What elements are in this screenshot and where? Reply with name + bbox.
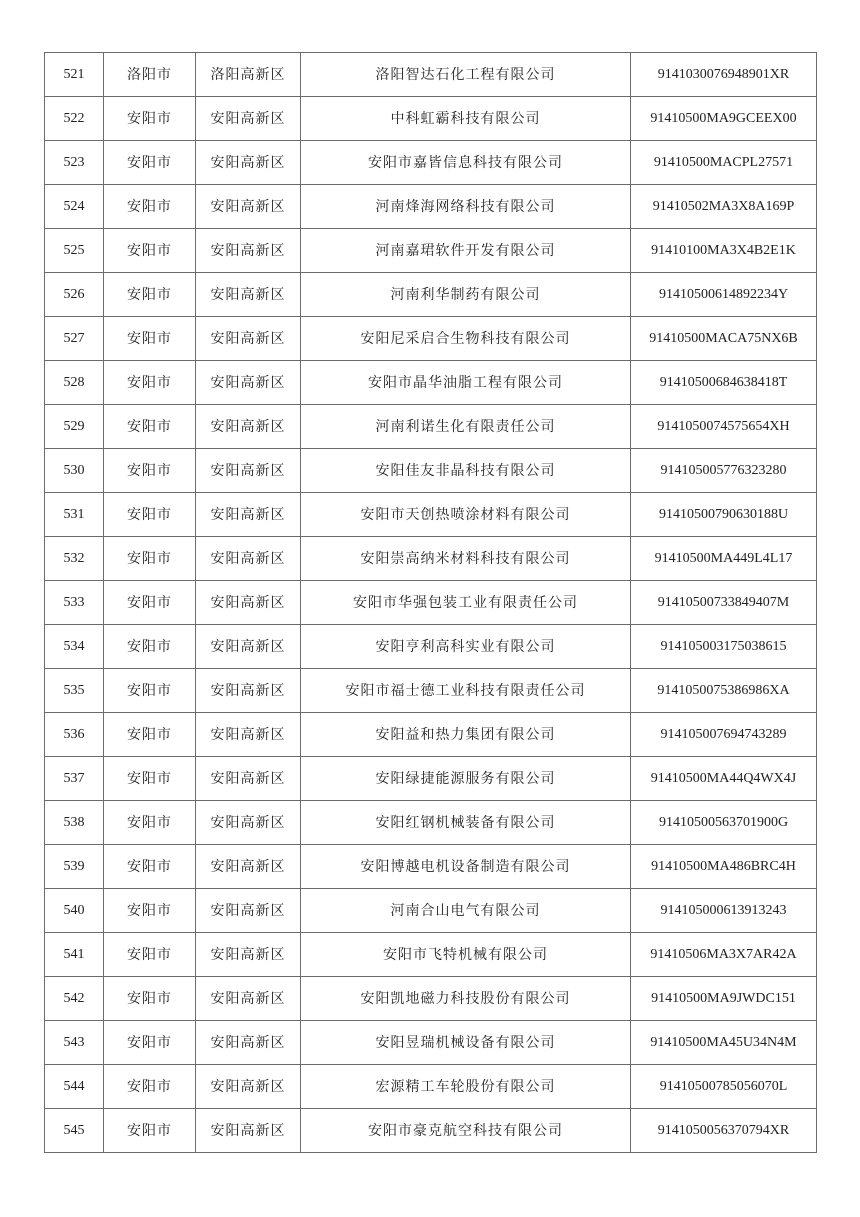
zone-cell: 安阳高新区 — [196, 977, 301, 1021]
company-name-cell: 安阳市天创热喷涂材料有限公司 — [301, 493, 631, 537]
table-row — [45, 1065, 817, 1109]
table-row — [45, 97, 817, 141]
company-name-cell: 宏源精工车轮股份有限公司 — [301, 1065, 631, 1109]
table-row — [45, 845, 817, 889]
credit-code-cell: 914105007694743289 — [631, 713, 817, 757]
row-number-cell: 534 — [45, 625, 104, 669]
company-name-cell: 安阳红钢机械装备有限公司 — [301, 801, 631, 845]
credit-code-cell: 91410500MA45U34N4M — [631, 1021, 817, 1065]
table-row — [45, 273, 817, 317]
table-row — [45, 361, 817, 405]
row-number-cell: 537 — [45, 757, 104, 801]
table-row — [45, 141, 817, 185]
credit-code-cell: 91410500MA44Q4WX4J — [631, 757, 817, 801]
table-row — [45, 405, 817, 449]
credit-code-cell: 9141050056370794XR — [631, 1109, 817, 1153]
table-row — [45, 537, 817, 581]
zone-cell: 安阳高新区 — [196, 889, 301, 933]
credit-code-cell: 914105005776323280 — [631, 449, 817, 493]
zone-cell: 安阳高新区 — [196, 449, 301, 493]
city-cell: 安阳市 — [104, 317, 196, 361]
table-row — [45, 889, 817, 933]
city-cell: 安阳市 — [104, 537, 196, 581]
zone-cell: 安阳高新区 — [196, 185, 301, 229]
company-name-cell: 安阳益和热力集团有限公司 — [301, 713, 631, 757]
company-name-cell: 安阳博越电机设备制造有限公司 — [301, 845, 631, 889]
company-name-cell: 安阳昱瑞机械设备有限公司 — [301, 1021, 631, 1065]
city-cell: 安阳市 — [104, 449, 196, 493]
row-number-cell: 523 — [45, 141, 104, 185]
city-cell: 安阳市 — [104, 625, 196, 669]
city-cell: 安阳市 — [104, 933, 196, 977]
company-name-cell: 安阳崇高纳米材料科技有限公司 — [301, 537, 631, 581]
city-cell: 安阳市 — [104, 185, 196, 229]
row-number-cell: 540 — [45, 889, 104, 933]
table-row — [45, 933, 817, 977]
zone-cell: 安阳高新区 — [196, 141, 301, 185]
credit-code-cell: 91410500684638418T — [631, 361, 817, 405]
company-name-cell: 安阳市豪克航空科技有限公司 — [301, 1109, 631, 1153]
row-number-cell: 544 — [45, 1065, 104, 1109]
row-number-cell: 543 — [45, 1021, 104, 1065]
zone-cell: 安阳高新区 — [196, 361, 301, 405]
company-name-cell: 安阳绿捷能源服务有限公司 — [301, 757, 631, 801]
zone-cell: 安阳高新区 — [196, 933, 301, 977]
city-cell: 安阳市 — [104, 845, 196, 889]
row-number-cell: 533 — [45, 581, 104, 625]
city-cell: 洛阳市 — [104, 53, 196, 97]
credit-code-cell: 9141050075386986XA — [631, 669, 817, 713]
row-number-cell: 529 — [45, 405, 104, 449]
table-row — [45, 185, 817, 229]
city-cell: 安阳市 — [104, 97, 196, 141]
row-number-cell: 526 — [45, 273, 104, 317]
credit-code-cell: 91410500MA9GCEEX00 — [631, 97, 817, 141]
company-name-cell: 河南嘉珺软件开发有限公司 — [301, 229, 631, 273]
city-cell: 安阳市 — [104, 581, 196, 625]
table-row — [45, 977, 817, 1021]
table-row — [45, 1109, 817, 1153]
credit-code-cell: 91410500MA486BRC4H — [631, 845, 817, 889]
row-number-cell: 538 — [45, 801, 104, 845]
credit-code-cell: 91410500MACPL27571 — [631, 141, 817, 185]
zone-cell: 安阳高新区 — [196, 493, 301, 537]
city-cell: 安阳市 — [104, 889, 196, 933]
company-name-cell: 安阳市飞特机械有限公司 — [301, 933, 631, 977]
company-name-cell: 安阳市福士德工业科技有限责任公司 — [301, 669, 631, 713]
company-name-cell: 安阳市晶华油脂工程有限公司 — [301, 361, 631, 405]
city-cell: 安阳市 — [104, 1109, 196, 1153]
company-name-cell: 安阳市嘉皆信息科技有限公司 — [301, 141, 631, 185]
row-number-cell: 522 — [45, 97, 104, 141]
zone-cell: 安阳高新区 — [196, 757, 301, 801]
credit-code-cell: 91410506MA3X7AR42A — [631, 933, 817, 977]
city-cell: 安阳市 — [104, 361, 196, 405]
city-cell: 安阳市 — [104, 977, 196, 1021]
table-body — [45, 53, 817, 1153]
table-row — [45, 53, 817, 97]
zone-cell: 安阳高新区 — [196, 713, 301, 757]
zone-cell: 安阳高新区 — [196, 405, 301, 449]
table-row — [45, 449, 817, 493]
credit-code-cell: 91410500MA449L4L17 — [631, 537, 817, 581]
city-cell: 安阳市 — [104, 1065, 196, 1109]
table-row — [45, 493, 817, 537]
zone-cell: 安阳高新区 — [196, 537, 301, 581]
city-cell: 安阳市 — [104, 757, 196, 801]
credit-code-cell: 91410500790630188U — [631, 493, 817, 537]
table-row — [45, 229, 817, 273]
table-row — [45, 625, 817, 669]
row-number-cell: 542 — [45, 977, 104, 1021]
zone-cell: 安阳高新区 — [196, 97, 301, 141]
company-name-cell: 河南烽海网络科技有限公司 — [301, 185, 631, 229]
city-cell: 安阳市 — [104, 405, 196, 449]
credit-code-cell: 91410500733849407M — [631, 581, 817, 625]
zone-cell: 安阳高新区 — [196, 625, 301, 669]
table-row — [45, 801, 817, 845]
credit-code-cell: 914105003175038615 — [631, 625, 817, 669]
city-cell: 安阳市 — [104, 713, 196, 757]
row-number-cell: 532 — [45, 537, 104, 581]
credit-code-cell: 91410500563701900G — [631, 801, 817, 845]
table-row — [45, 713, 817, 757]
zone-cell: 洛阳高新区 — [196, 53, 301, 97]
credit-code-cell: 91410500614892234Y — [631, 273, 817, 317]
credit-code-cell: 91410500MA9JWDC151 — [631, 977, 817, 1021]
city-cell: 安阳市 — [104, 273, 196, 317]
company-name-cell: 安阳凯地磁力科技股份有限公司 — [301, 977, 631, 1021]
table-row — [45, 757, 817, 801]
table-row — [45, 669, 817, 713]
row-number-cell: 536 — [45, 713, 104, 757]
zone-cell: 安阳高新区 — [196, 1065, 301, 1109]
zone-cell: 安阳高新区 — [196, 317, 301, 361]
row-number-cell: 539 — [45, 845, 104, 889]
zone-cell: 安阳高新区 — [196, 273, 301, 317]
row-number-cell: 531 — [45, 493, 104, 537]
city-cell: 安阳市 — [104, 141, 196, 185]
company-name-cell: 安阳佳友非晶科技有限公司 — [301, 449, 631, 493]
company-name-cell: 河南合山电气有限公司 — [301, 889, 631, 933]
row-number-cell: 530 — [45, 449, 104, 493]
zone-cell: 安阳高新区 — [196, 229, 301, 273]
enterprise-table — [44, 52, 817, 1153]
zone-cell: 安阳高新区 — [196, 845, 301, 889]
credit-code-cell: 91410500785056070L — [631, 1065, 817, 1109]
row-number-cell: 541 — [45, 933, 104, 977]
zone-cell: 安阳高新区 — [196, 669, 301, 713]
row-number-cell: 527 — [45, 317, 104, 361]
credit-code-cell: 914105000613913243 — [631, 889, 817, 933]
company-name-cell: 安阳尼采启合生物科技有限公司 — [301, 317, 631, 361]
row-number-cell: 528 — [45, 361, 104, 405]
credit-code-cell: 9141050074575654XH — [631, 405, 817, 449]
table-row — [45, 581, 817, 625]
credit-code-cell: 9141030076948901XR — [631, 53, 817, 97]
credit-code-cell: 91410100MA3X4B2E1K — [631, 229, 817, 273]
company-name-cell: 河南利诺生化有限责任公司 — [301, 405, 631, 449]
table-row — [45, 1021, 817, 1065]
row-number-cell: 524 — [45, 185, 104, 229]
zone-cell: 安阳高新区 — [196, 1021, 301, 1065]
company-name-cell: 洛阳智达石化工程有限公司 — [301, 53, 631, 97]
row-number-cell: 545 — [45, 1109, 104, 1153]
row-number-cell: 535 — [45, 669, 104, 713]
zone-cell: 安阳高新区 — [196, 801, 301, 845]
city-cell: 安阳市 — [104, 493, 196, 537]
table-row — [45, 317, 817, 361]
company-name-cell: 安阳亨利高科实业有限公司 — [301, 625, 631, 669]
zone-cell: 安阳高新区 — [196, 1109, 301, 1153]
company-name-cell: 河南利华制药有限公司 — [301, 273, 631, 317]
row-number-cell: 521 — [45, 53, 104, 97]
city-cell: 安阳市 — [104, 669, 196, 713]
row-number-cell: 525 — [45, 229, 104, 273]
zone-cell: 安阳高新区 — [196, 581, 301, 625]
city-cell: 安阳市 — [104, 801, 196, 845]
credit-code-cell: 91410502MA3X8A169P — [631, 185, 817, 229]
company-name-cell: 安阳市华强包装工业有限责任公司 — [301, 581, 631, 625]
credit-code-cell: 91410500MACA75NX6B — [631, 317, 817, 361]
city-cell: 安阳市 — [104, 229, 196, 273]
city-cell: 安阳市 — [104, 1021, 196, 1065]
company-name-cell: 中科虹霸科技有限公司 — [301, 97, 631, 141]
